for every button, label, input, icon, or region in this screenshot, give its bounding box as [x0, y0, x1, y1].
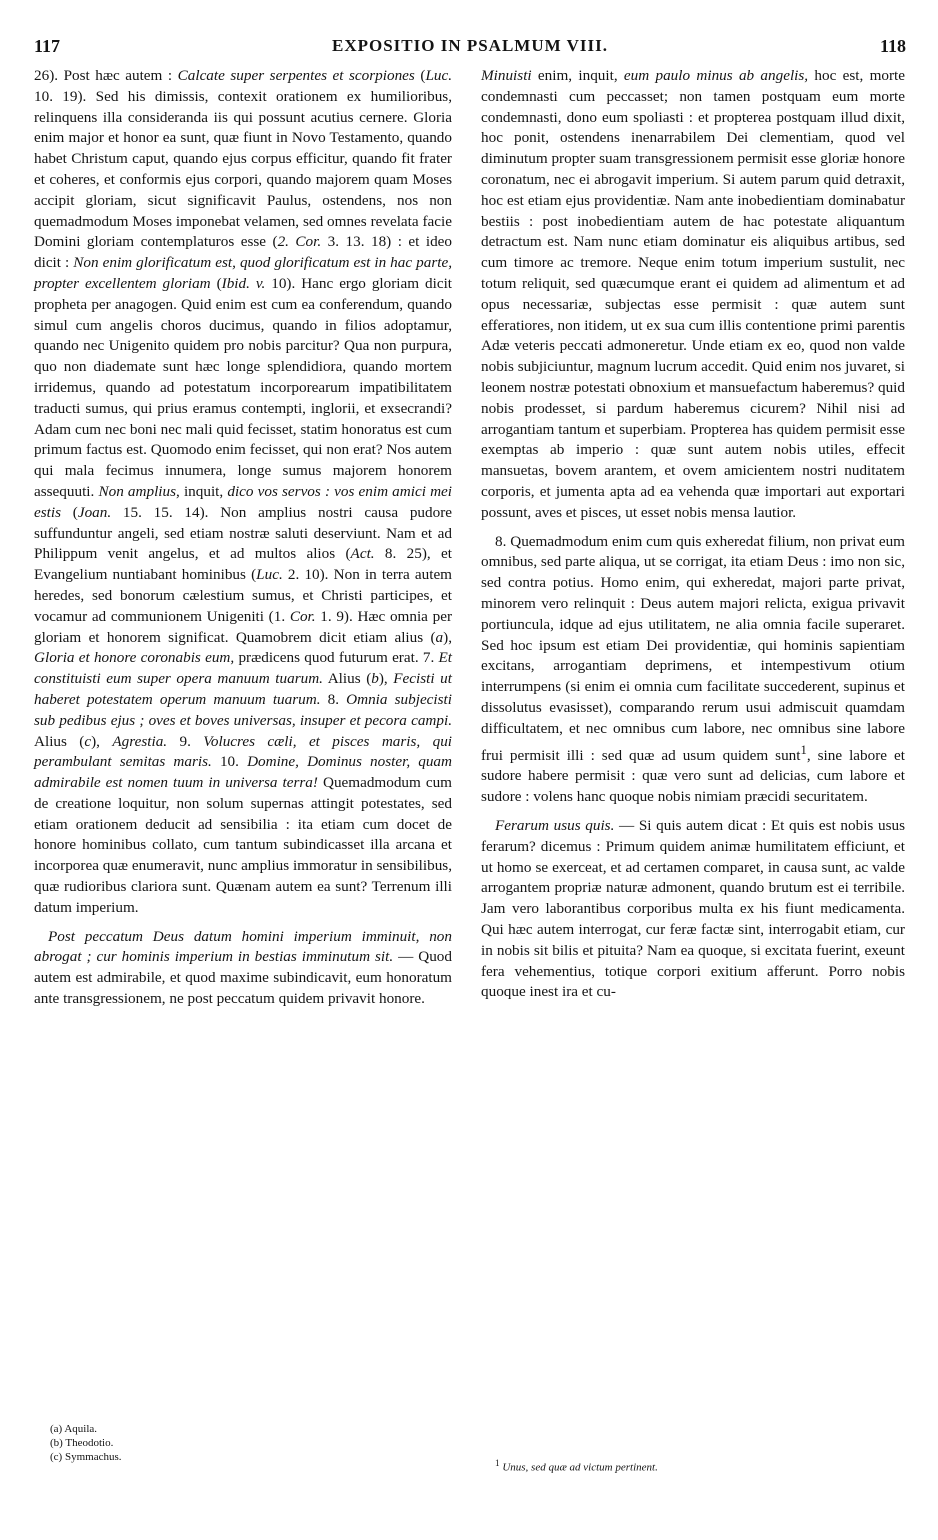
text-run: ), [443, 628, 452, 646]
text-run: ), [91, 732, 113, 750]
scripture-quote: Agrestia. [112, 732, 168, 750]
text-run: 1. 9). Hæc omnia per gloriam et honorem significat. Quamobrem dicit etiam alius ( [34, 607, 452, 646]
footnote-mark: 1 [495, 1458, 500, 1468]
text-run: 8. [320, 690, 347, 708]
footnotes-right [495, 1456, 658, 1475]
running-header [34, 36, 906, 60]
text-run: 10. [211, 753, 248, 771]
text-run: ( [414, 67, 426, 84]
text-run: 10). Hanc ergo gloriam dicit propheta per anagogen. Quid enim est cum ea conferendum, quando simul cum angelis choros ducimus, quando in filios adoptamur, quando nec Unigenito quidem pro nobis parcitur? Qua non purpura, quo non diademate sunt hæc longe splendidiora, quando mortem irridemus, quando ad potestatum incorporearum impatibilitatem traducti sumus, qui prius eramus contempti, inglorii, et exsecrandi? Adam cum nec boni nec mali quid fecisset, statim honoratus est cum primum factus est. Quomodo enim fecisset, qui non erat? Nos autem qui mala fecimus innumera, longe sumus majorem honorem assequuti. [34, 274, 453, 500]
citation: Ibid. v. [221, 274, 266, 292]
text-run: — Quod autem est admirabile, et quod maxime subindicavit, eum honoratum ante transgressionem, ne post peccatum quidem privavit honore. [34, 948, 452, 1008]
scripture-quote: Volucres cæli, et pisces maris, qui perambulant semitas maris. [34, 732, 453, 771]
scripture-quote: Non enim glorificatum est, quod glorificatum est in hac parte, propter excellentem gloriam [34, 254, 452, 292]
footnote: Unus, sed quæ ad victum pertinent. [499, 1461, 658, 1474]
footnote: (b) Theodotio. [50, 1437, 114, 1449]
left-column [34, 66, 452, 1010]
footnote-ref: b [371, 670, 379, 688]
text-run: 8. 25), et Evangelium nuntiabant hominibus ( [34, 545, 452, 584]
text-run: 15. 15. 14). Non amplius nostri causa pudore suffunduntur angeli, sed etiam nostræ saluti deserviunt. Nam et ad Philippum venit angelus, et ad multos alios ( [34, 503, 452, 563]
text-run: Alius ( [322, 670, 372, 688]
page-number-right: 118 [879, 36, 906, 56]
text-run: 9. [167, 732, 204, 750]
footnote-ref: c [84, 732, 92, 750]
scripture-quote: eum paulo minus ab angelis, [623, 67, 809, 84]
citation: Luc. [256, 566, 283, 584]
text-run: hoc est, morte condemnasti cum peccasset; non tamen postquam eum morte condemnasti, dono eum spoliasti : et propterea postquam illud dixit, hoc ponit, ostendens inenarrabilem Dei clementiam, quod vel diminutum propter suam transgressionem permisit esse gloriæ honore coronatum, nec ei abrogavit imperium. Si autem parum quid detraxit, hoc est etiam ejus providentiæ. Nam ante inobedientiam dominabatur bestiis : post inobedientiam autem de hac potestate aliquantum detractum est. Nam nunc etiam dominatur eis aliquibus artibus, sed cum timore ac tremore. Neque enim totum imperium sustulit, nec totum reliquit, sed quæcumque erant ei quidem ad alimentum et ad opus necessariæ, subjectas esse permisit : quæ autem sunt efferatiores, non itidem, ut ex sua cum illis contentione primi parentis Adæ veteris peccati admoneretur. Unde etiam ex eo, quod non valde nobis subjiciuntur, magnum lucrum accedit. Quid enim nos juvaret, si leonem nostræ potestati obnoxium et mansuefactum haberemus? quid nobis prodesset, si pardum haberemus cicurem? Nihil nisi ad arrogantiam tantum et superbiam. Propterea has quidem permisit esse exemptas ab imperio : quæ sunt autem nobis utiles, effecit mansuetas, bovem arantem, et ovem amicientem nostri nuditatem corporis, et jumenta apta ad ea vehenda quæ importari aut exportari possunt, aves et pisces, ut esset nobis mensa lautior. [481, 67, 905, 521]
text-run: Alius ( [34, 732, 85, 750]
text-run: 3. 13. 18) : et ideo dicit : [34, 233, 453, 272]
text-run: 2. 10). Non in terra autem heredes, sed bonorum cælestium sumus, et Christi participes, et vocamur ad communionem Unigeniti (1. [34, 566, 452, 625]
footnotes-left [50, 1422, 121, 1464]
paragraph [481, 532, 905, 808]
paragraph [34, 927, 452, 1010]
paragraph [481, 816, 905, 1003]
scripture-quote: Non amplius [98, 482, 177, 500]
citation: Act. [350, 545, 375, 563]
scripture-quote: Domine, Dominus noster, quam admirabile est nomen tuum in universa terra! [34, 753, 452, 792]
citation: Joan. [77, 503, 112, 521]
text-run: ( [61, 503, 78, 521]
section-heading: Post peccatum Deus datum homini imperium imminuit, non abrogat ; cur hominis imperium in bestias imminutum sit. [34, 927, 452, 966]
scripture-quote: dico vos servos : vos enim amici mei estis [34, 482, 452, 521]
footnote-ref: a [435, 628, 444, 646]
text-run: prædicens quod futurum erat. 7. [234, 649, 439, 667]
page-number-left: 117 [34, 36, 61, 56]
text-run: 26). Post hæc autem : [34, 67, 178, 84]
text-run: , sine labore et sudore habere permisit : quæ vero sunt ad delicias, cum labore et sudore : volens hanc quoque nobis nimiam præcidi securitatem. [481, 746, 906, 806]
text-run: ), [378, 670, 394, 688]
text-run: ( [210, 274, 222, 292]
running-title: EXPOSITIO IN PSALMUM VIII. [331, 36, 608, 55]
text-run: 8. Quemadmodum enim cum quis exheredat filium, non privat eum omnibus, sed parte aliqua, ut se corrigat, ita etiam Deus : imo non sic, sed contra potius. Homo enim, qui exheredat, majori parte privat, minorem vero relinquit : Deus autem majori relicta, exigua privavit portiuncula, idque ad ejus utilitatem, ne alia omnia facile superaret. Sed hoc ipsum est etiam Dei providentiæ, qui hominis sapientiam excitans, arrogantiam deprimens, et intempestivum otium interrumpens (si enim ei omnia cum facilitate succederent, supinus et dissolutus evasisset), comparando rerum usui admiscuit quamdam difficultatem, et nec omnibus cum labore, nec omnibus sine labore frui permisit illi : sed quæ ad usum quidem sunt [481, 532, 905, 764]
footnote: (c) Symmachus. [50, 1451, 122, 1463]
scripture-quote: Minuisti [481, 67, 532, 84]
paragraph [481, 66, 905, 524]
citation: Luc. [425, 67, 453, 84]
footnote: (a) Aquila. [50, 1423, 98, 1435]
paragraph [34, 66, 452, 919]
citation: 2. Cor. [277, 233, 322, 251]
scripture-quote: Fecisti ut haberet potestatem operum manuum tuarum. [34, 670, 452, 708]
text-run: Quemadmodum cum de creatione loquitur, non solum supernas attingit potestates, sed etiam orationem deducit ad sensibilia : ita etiam cum docet de honore hominibus collato, cum tantum subindicasset illa arcana et incorporea quæ enumeravit, nunc amplius immoratur in sensibilibus, quæ rudioribus clariora sunt. Quænam autem ea sunt? Terrenum illi datum imperium. [34, 774, 452, 916]
text-run: , inquit, [176, 482, 228, 500]
right-column [481, 66, 905, 1003]
footnote-ref: 1 [800, 742, 807, 757]
text-run: enim, inquit, [531, 67, 624, 84]
section-heading: Ferarum usus quis. [495, 816, 615, 834]
scripture-quote: Gloria et honore coronabis eum, [34, 649, 235, 667]
scripture-quote: Et constituisti eum super opera manuum tuarum. [34, 649, 452, 688]
scripture-quote: Omnia subjecisti sub pedibus ejus ; oves et boves universas, insuper et pecora campi. [34, 690, 452, 729]
text-run: — Si quis autem dicat : Et quis est nobis usus ferarum? dicemus : Primum quidem animæ humilitatem efficiunt, et ut homo se exerceat, et ad certamen comparet, in causa sunt, ac valde arrogantem propriæ naturæ admonent, quando brutum est ei terribile. Jam vero laborantibus corporibus multa ex his fiunt medicamenta. Qui hæc autem interrogat, cur feræ factæ sint, interrogabit etiam, cur in nobis sit bilis et pituita? Nam ea quoque, si excitata fuerint, exeunt fera vehementius, totique corpori exitium afferunt. Porro nobis quoque inest ira et cu- [481, 816, 905, 1001]
text-run: 10. 19). Sed his dimissis, contexit orationem ex humilioribus, relinquens illa consideranda iis qui possunt acutius cernere. Gloria enim major et honor ea sunt, quæ fiunt in Novo Testamento, quando habet Christum caput, quando ejus corpus efficitur, quando fit frater et coheres, et conformis ejus corpori, quando majorem quam Moses accipit gloriam, sicut significavit Paulus, ostendens, nos non quemadmodum Moses imponebat velamen, sed omnes revelata facie Domini gloriam contemplaturos esse ( [34, 87, 452, 251]
citation: Cor. [289, 607, 316, 625]
scripture-quote: Calcate super serpentes et scorpiones [177, 67, 415, 84]
